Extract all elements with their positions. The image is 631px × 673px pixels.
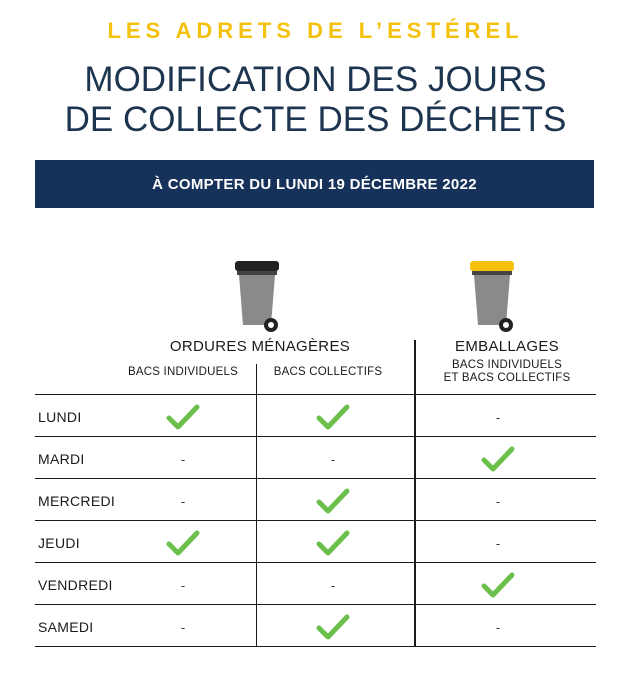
empty-cell (153, 612, 213, 642)
table-top-rule (35, 394, 596, 395)
day-label: MERCREDI (38, 493, 116, 509)
day-label: MARDI (38, 451, 85, 467)
check-icon (303, 612, 363, 642)
emballages-sub-line-2: ET BACS COLLECTIFS (443, 372, 571, 384)
day-label: VENDREDI (38, 577, 113, 593)
row-divider (35, 520, 596, 521)
empty-cell (468, 528, 528, 558)
check-icon (303, 528, 363, 558)
empty-cell (303, 570, 363, 600)
column-separator-emballages (414, 340, 416, 646)
dash-mark: - (180, 577, 186, 593)
dash-mark: - (180, 619, 186, 635)
ordures-sub-collectifs: BACS COLLECTIFS (273, 366, 383, 378)
check-icon (468, 570, 528, 600)
row-divider (35, 478, 596, 479)
empty-cell (153, 570, 213, 600)
empty-cell (468, 486, 528, 516)
town-name: LES ADRETS DE L’ESTÉREL (107, 18, 524, 43)
dash-mark: - (495, 409, 501, 425)
emballages-sub (418, 359, 596, 385)
empty-cell (153, 444, 213, 474)
check-icon (303, 402, 363, 432)
dash-mark: - (495, 493, 501, 509)
row-divider (35, 646, 596, 647)
day-label: LUNDI (38, 409, 82, 425)
check-icon (468, 444, 528, 474)
emballages-header: EMBALLAGES (455, 338, 559, 355)
title-line-1: MODIFICATION DES JOURS (84, 60, 547, 99)
empty-cell (468, 402, 528, 432)
check-icon (303, 486, 363, 516)
black-lid-bin-icon (233, 255, 283, 335)
check-icon (153, 528, 213, 558)
day-label: SAMEDI (38, 619, 94, 635)
dash-mark: - (180, 493, 186, 509)
dash-mark: - (180, 451, 186, 467)
dash-mark: - (495, 619, 501, 635)
emballages-sub-line-1: BACS INDIVIDUELS (452, 359, 562, 371)
day-label: JEUDI (38, 535, 80, 551)
ordures-header: ORDURES MÉNAGÈRES (169, 338, 351, 355)
ordures-sub-individuels: BACS INDIVIDUELS (128, 366, 238, 378)
date-banner: À COMPTER DU LUNDI 19 DÉCEMBRE 2022 (35, 160, 594, 208)
title-line-2: DE COLLECTE DES DÉCHETS (64, 100, 567, 139)
dash-mark: - (330, 577, 336, 593)
check-icon (153, 402, 213, 432)
empty-cell (303, 444, 363, 474)
yellow-lid-bin-icon (468, 255, 518, 335)
dash-mark: - (495, 535, 501, 551)
row-divider (35, 562, 596, 563)
page-title (0, 60, 631, 140)
row-divider (35, 436, 596, 437)
empty-cell (468, 612, 528, 642)
empty-cell (153, 486, 213, 516)
dash-mark: - (330, 451, 336, 467)
row-divider (35, 604, 596, 605)
